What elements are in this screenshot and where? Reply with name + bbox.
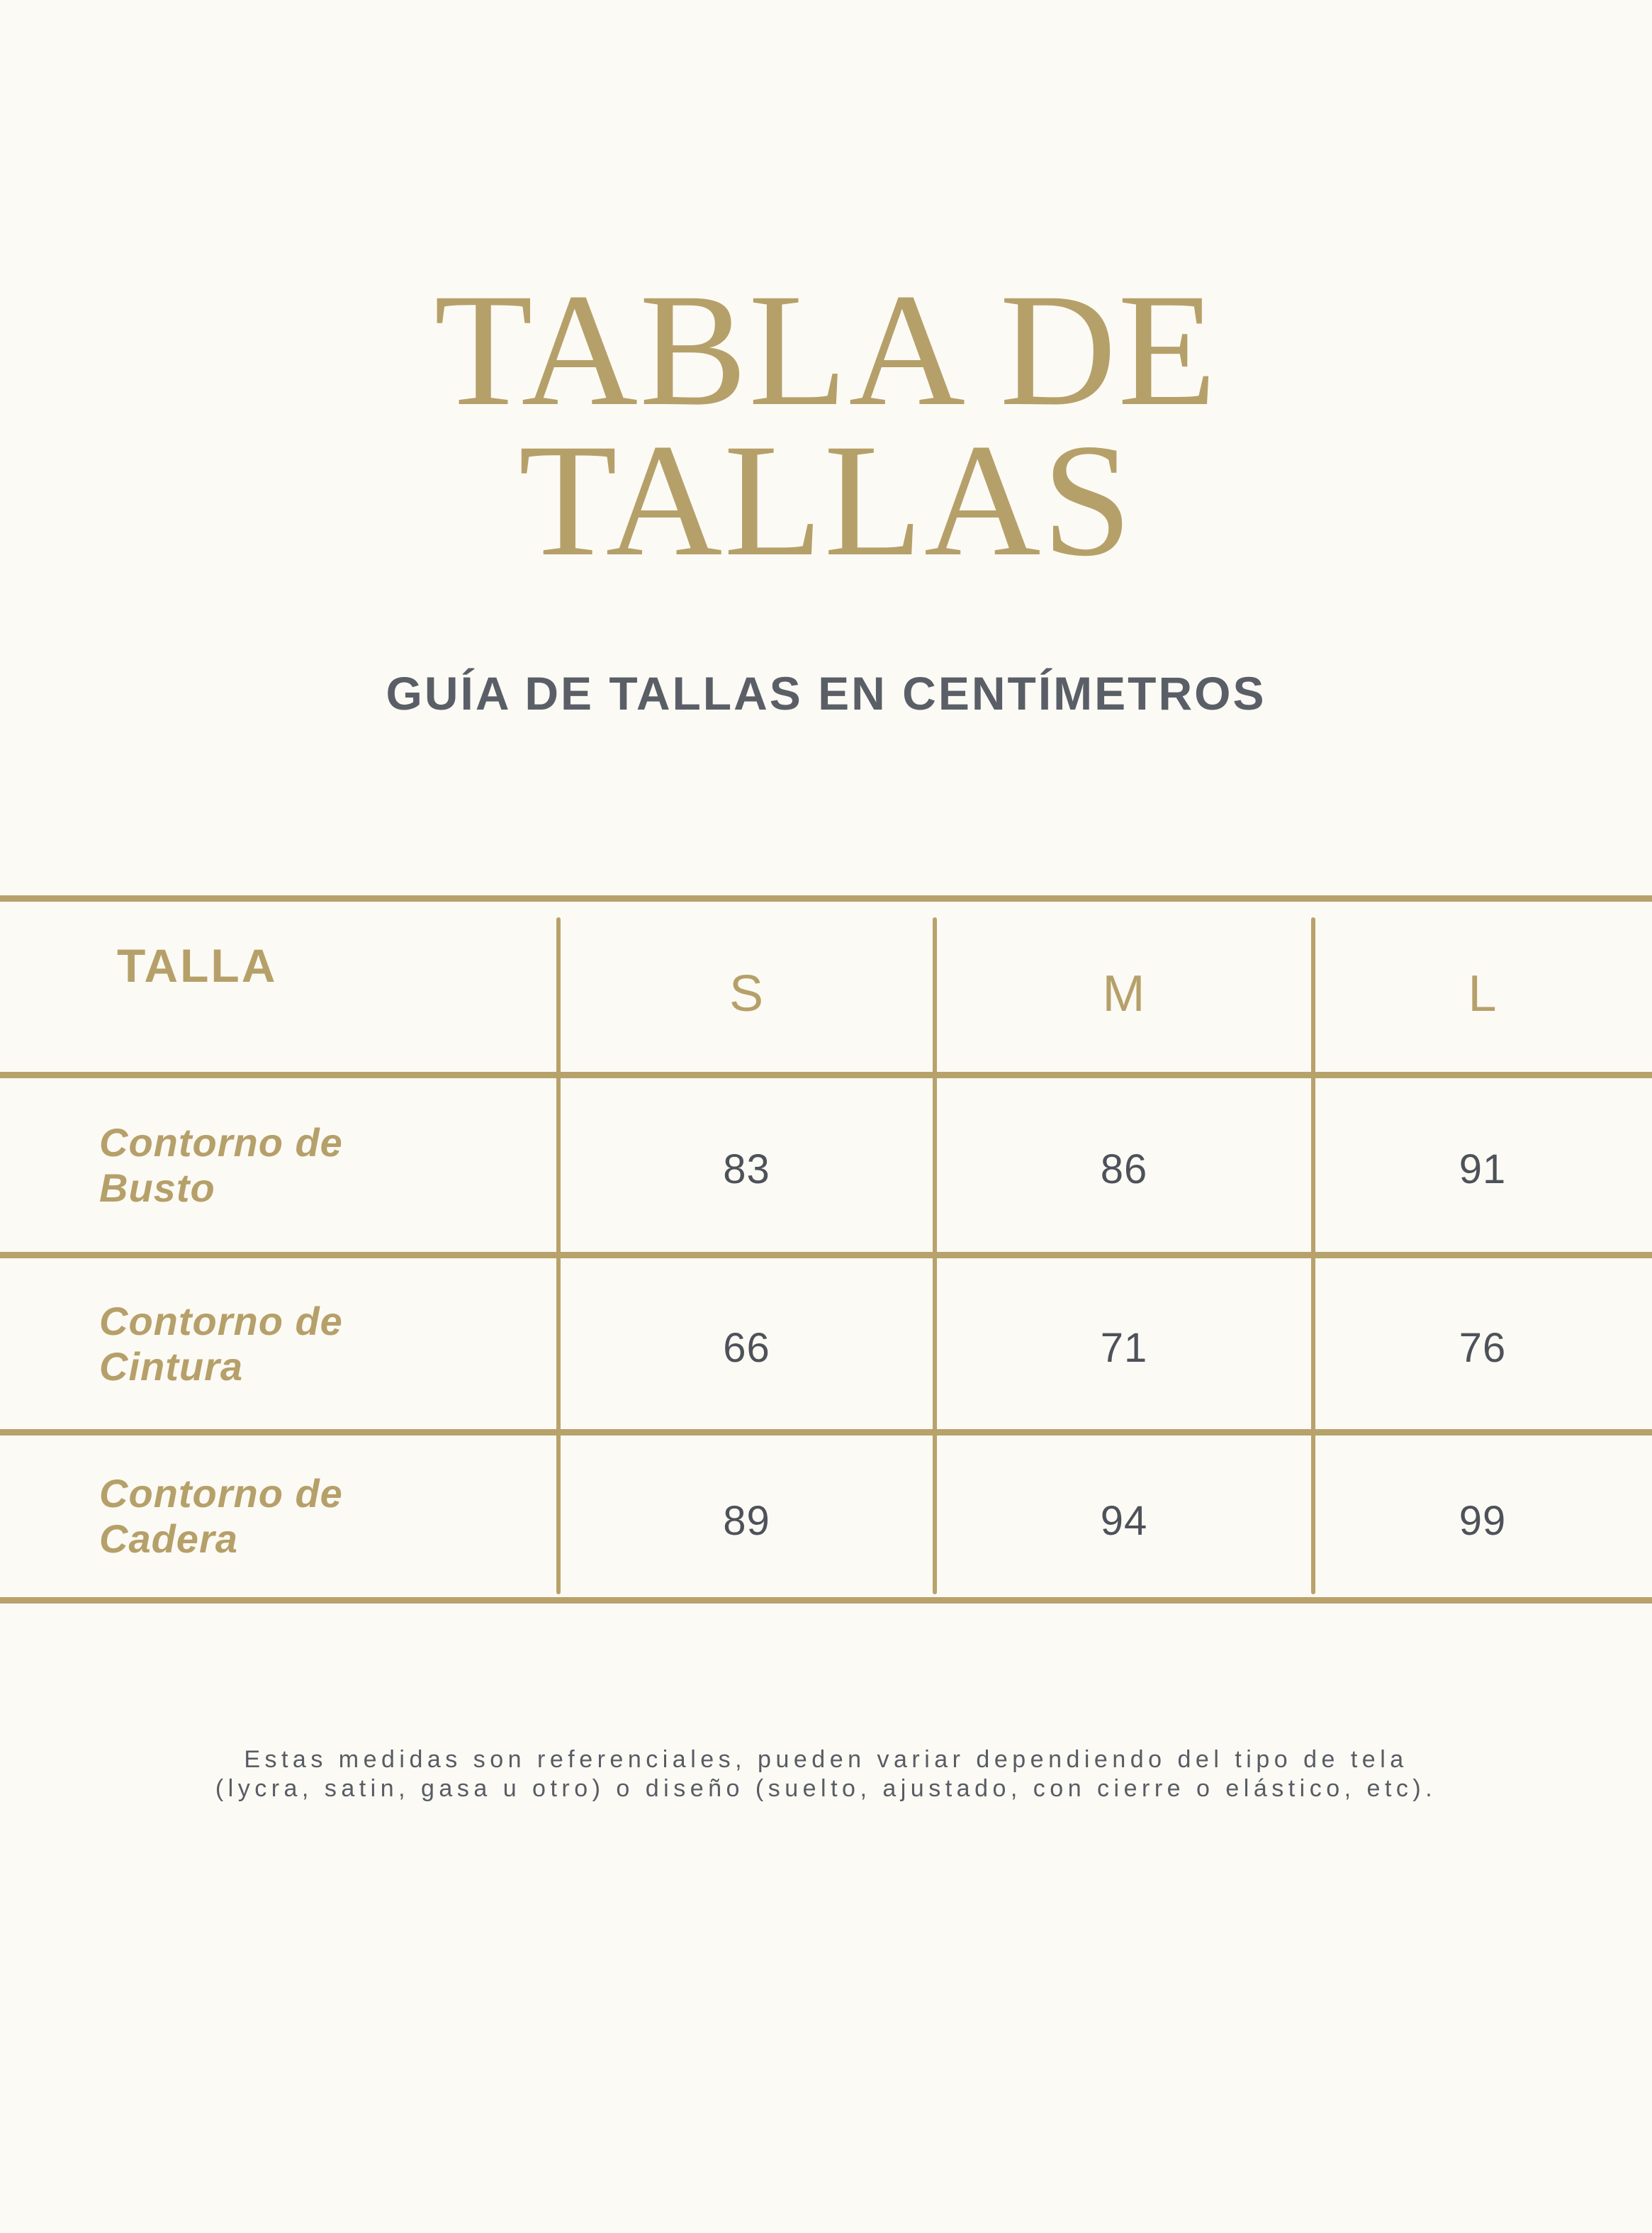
value-busto-s: 83 [723,1146,770,1192]
value-cintura-m: 71 [1100,1325,1148,1371]
row-label-cell-cintura [0,1258,558,1429]
cell-busto-s [558,1078,935,1252]
size-table [0,895,1652,1604]
row-label-cintura-line-1: Contorno de [99,1298,343,1343]
table-row-busto [0,1078,1652,1258]
column-divider-1 [556,917,561,1594]
page-title [0,261,1652,590]
header-cell-size-l [1313,902,1652,1072]
column-divider-3 [1311,917,1315,1594]
table-header-row [0,902,1652,1078]
value-cadera-m: 94 [1100,1497,1148,1544]
value-cadera-l: 99 [1459,1497,1507,1544]
table-row-cadera [0,1436,1652,1604]
cell-cintura-l [1313,1258,1652,1429]
row-label-cell-busto [0,1078,558,1252]
size-l-label: L [1468,966,1498,1022]
row-label-cell-cadera [0,1436,558,1597]
cell-busto-m [935,1078,1313,1252]
value-busto-m: 86 [1100,1146,1148,1192]
row-label-cadera-line-1: Contorno de [99,1471,343,1516]
row-label-busto [99,1120,343,1211]
size-s-label: S [729,966,765,1022]
page-subtitle: GUÍA DE TALLAS EN CENTÍMETROS [386,667,1266,720]
cell-cintura-s [558,1258,935,1429]
talla-header-label: TALLA [117,939,278,992]
cell-busto-l [1313,1078,1652,1252]
row-label-cadera-line-2: Cadera [99,1516,238,1561]
reference-note-line-1: Estas medidas son referenciales, pueden variar dependiendo del tipo de tela [244,1746,1408,1773]
value-cintura-l: 76 [1459,1325,1507,1371]
value-busto-l: 91 [1459,1146,1507,1192]
row-label-cintura-line-2: Cintura [99,1343,243,1389]
page-title-line-1: TABLA DE [434,261,1218,440]
cell-cadera-s [558,1436,935,1597]
header-cell-size-s [558,902,935,1072]
table-row-cintura [0,1258,1652,1436]
row-label-busto-line-2: Busto [99,1165,215,1210]
value-cintura-s: 66 [723,1325,770,1371]
page-title-line-2: TALLAS [518,411,1134,590]
header-cell-talla [0,902,558,1072]
column-divider-2 [933,917,937,1594]
header-cell-size-m [935,902,1313,1072]
value-cadera-s: 89 [723,1497,770,1544]
size-m-label: M [1102,966,1146,1022]
cell-cintura-m [935,1258,1313,1429]
row-label-cadera [99,1471,343,1562]
reference-note-line-2: (lycra, satin, gasa u otro) o diseño (suelto, ajustado, con cierre o elástico, etc). [215,1775,1437,1802]
reference-note [0,1745,1652,1803]
cell-cadera-m [935,1436,1313,1597]
row-label-busto-line-1: Contorno de [99,1119,343,1165]
cell-cadera-l [1313,1436,1652,1597]
row-label-cintura [99,1299,343,1389]
